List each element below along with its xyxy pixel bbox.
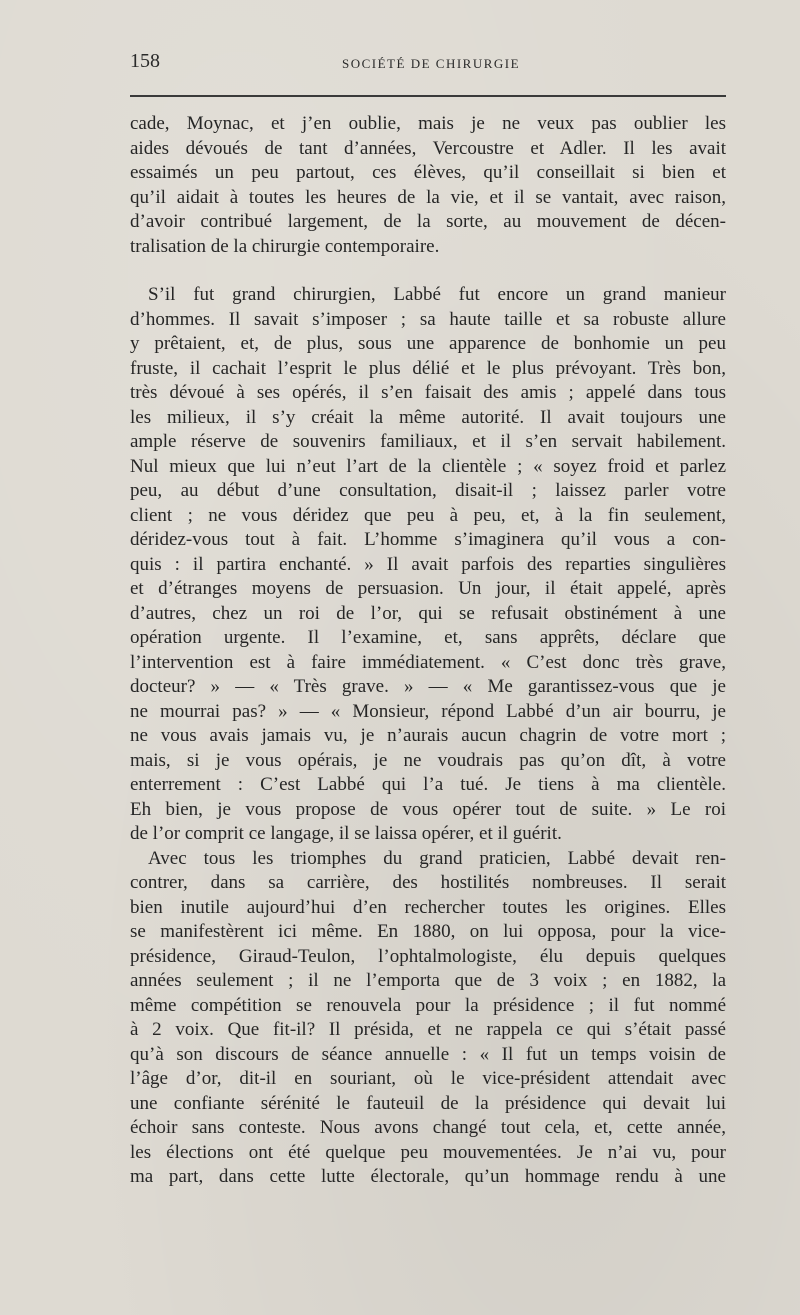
text-line: cade, Moynac, et j’en oublie, mais je ne veux pas oublier les bbox=[130, 113, 726, 134]
paragraph bbox=[130, 283, 726, 847]
text-line: Avec tous les triomphes du grand praticien, Labbé devait ren- bbox=[148, 847, 726, 869]
header-rule bbox=[130, 95, 726, 97]
text-line: quis : il partira enchanté. » Il avait parfois des reparties singulières bbox=[130, 553, 726, 575]
page-header bbox=[130, 50, 726, 78]
text-line: mais, si je vous opérais, je ne voudrais pas qu’on dît, à votre bbox=[130, 749, 726, 771]
body-text bbox=[130, 112, 726, 1190]
text-line: client ; ne vous déridez que peu à peu, et, à la fin seulement, bbox=[130, 504, 726, 526]
text-line: de l’or comprit ce langage, il se laissa opérer, et il guérit. bbox=[130, 823, 562, 844]
text-line: Eh bien, je vous propose de vous opérer tout de suite. » Le roi bbox=[130, 798, 726, 820]
paragraph bbox=[130, 847, 726, 1190]
text-line: enterrement : C’est Labbé qui l’a tué. Je tiens à ma clientèle. bbox=[130, 774, 726, 795]
text-line: contrer, dans sa carrière, des hostilités nombreuses. Il serait bbox=[130, 872, 726, 893]
text-line: les milieux, il s’y créait la même autorité. Il avait toujours une bbox=[130, 406, 726, 428]
running-head: SOCIÉTÉ DE CHIRURGIE bbox=[342, 56, 521, 71]
text-line: Nul mieux que lui n’eut l’art de la clientèle ; « soyez froid et parlez bbox=[130, 455, 726, 477]
text-line: tralisation de la chirurgie contemporaire. bbox=[130, 235, 440, 257]
paragraph bbox=[130, 112, 726, 259]
text-line: opération urgente. Il l’examine, et, sans apprêts, déclare que bbox=[130, 627, 726, 648]
text-line: docteur? » — « Très grave. » — « Me garantissez-vous que je bbox=[130, 676, 726, 697]
text-line: l’intervention est à faire immédiatement. « C’est donc très grave, bbox=[130, 651, 726, 673]
text-line: d’avoir contribué largement, de la sorte, au mouvement de décen- bbox=[130, 211, 726, 232]
text-line: années seulement ; il ne l’emporta que de 3 voix ; en 1882, la bbox=[130, 970, 726, 991]
text-line: ne mourrai pas? » — « Monsieur, répond Labbé d’un air bourru, je bbox=[130, 700, 726, 722]
text-line: qu’il aidait à toutes les heures de la vie, et il se vantait, avec raison, bbox=[130, 186, 726, 208]
text-line: très dévoué à ses opérés, il s’en faisait des amis ; appelé dans tous bbox=[130, 382, 726, 403]
text-line: bien inutile aujourd’hui d’en rechercher toutes les origines. Elles bbox=[130, 896, 726, 918]
text-line: S’il fut grand chirurgien, Labbé fut encore un grand manieur bbox=[148, 284, 726, 305]
text-line: se manifestèrent ici même. En 1880, on lui opposa, pour la vice- bbox=[130, 921, 726, 942]
text-line: ample réserve de souvenirs familiaux, et il s’en servait habilement. bbox=[130, 431, 726, 452]
text-line: essaimés un peu partout, ces élèves, qu’il conseillait si bien et bbox=[130, 162, 726, 183]
text-line: y prêtaient, et, de plus, sous une apparence de bonhomie un peu bbox=[130, 333, 726, 354]
text-line: d’hommes. Il savait s’imposer ; sa haute taille et sa robuste allure bbox=[130, 308, 726, 330]
text-line: déridez-vous tout à fait. L’homme s’imaginera qu’il vous a con- bbox=[130, 529, 726, 550]
text-line: échoir sans conteste. Nous avons changé tout cela, et, cette année, bbox=[130, 1117, 726, 1138]
text-line: peu, au début d’une consultation, disait-il ; laissez parler votre bbox=[130, 480, 726, 501]
text-line: à 2 voix. Que fit-il? Il présida, et ne rappela ce qui s’était passé bbox=[130, 1019, 726, 1040]
text-line: l’âge d’or, dit-il en souriant, où le vice-président attendait avec bbox=[130, 1068, 726, 1089]
text-line: une confiante sérénité le fauteuil de la présidence qui devait lui bbox=[130, 1092, 726, 1114]
text-line: fruste, il cachait l’esprit le plus délié et le plus prévoyant. Très bon, bbox=[130, 357, 726, 379]
text-line: ne vous avais jamais vu, je n’aurais aucun chagrin de votre mort ; bbox=[130, 725, 726, 746]
text-line: d’autres, chez un roi de l’or, qui se refusait obstinément à une bbox=[130, 602, 726, 624]
text-line: présidence, Giraud-Teulon, l’ophtalmologiste, élu depuis quelques bbox=[130, 945, 726, 967]
text-line: même compétition se renouvela pour la présidence ; il fut nommé bbox=[130, 994, 726, 1016]
text-line: ma part, dans cette lutte électorale, qu’un hommage rendu à une bbox=[130, 1166, 726, 1187]
text-line: les élections ont été quelque peu mouvementées. Je n’ai vu, pour bbox=[130, 1141, 726, 1163]
text-line: qu’à son discours de séance annuelle : « Il fut un temps voisin de bbox=[130, 1043, 726, 1065]
page-number: 158 bbox=[130, 50, 160, 72]
text-line: et d’étranges moyens de persuasion. Un jour, il était appelé, après bbox=[130, 578, 726, 599]
text-line: aides dévoués de tant d’années, Vercoustre et Adler. Il les avait bbox=[130, 137, 726, 159]
